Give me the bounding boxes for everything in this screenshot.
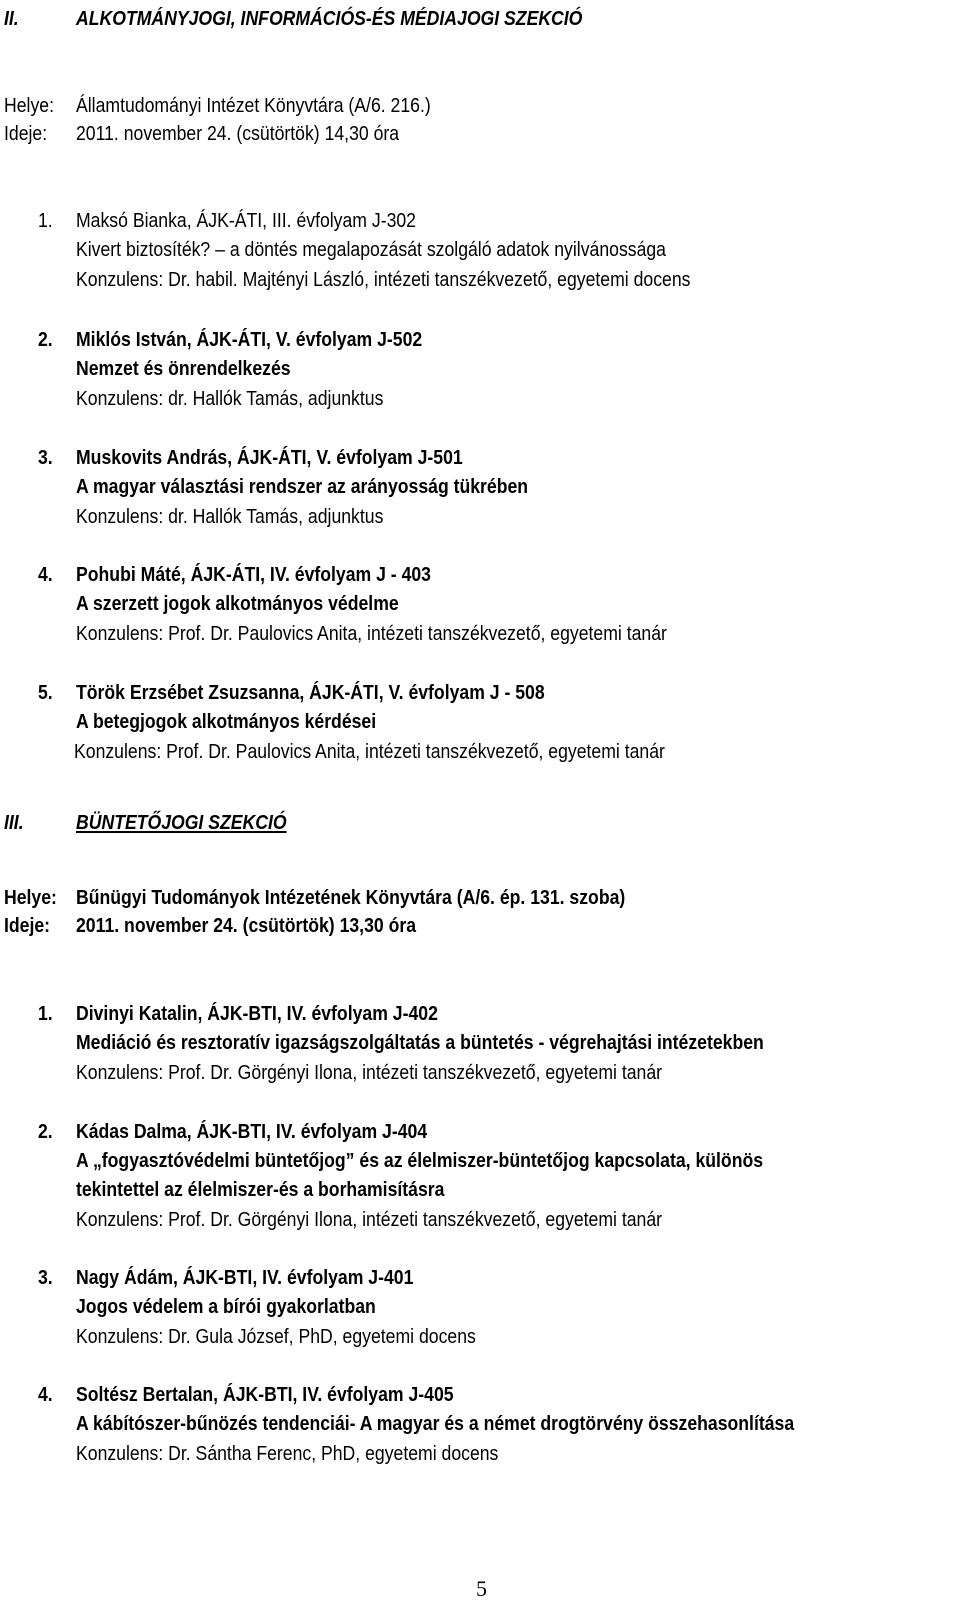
entry-advisor: Konzulens: Dr. Gula József, PhD, egyetemi docens [76,1325,476,1348]
entry-advisor: Konzulens: dr. Hallók Tamás, adjunktus [76,387,384,410]
entry-advisor: Konzulens: Prof. Dr. Paulovics Anita, intézeti tanszékvezető, egyetemi tanár [74,740,665,763]
entry-number: 2. [38,1120,53,1143]
entry-advisor: Konzulens: Prof. Dr. Görgényi Ilona, intézeti tanszékvezető, egyetemi tanár [76,1208,663,1231]
entry-student: Nagy Ádám, ÁJK-BTI, IV. évfolyam J-401 [76,1266,414,1289]
section-2-time: 2011. november 24. (csütörtök) 14,30 óra [76,122,400,145]
entry-title: Jogos védelem a bírói gyakorlatban [76,1295,376,1318]
section-2-place-label: Helye: [4,94,54,117]
section-3-place-label: Helye: [4,886,57,909]
entry-title: A kábítószer-bűnözés tendenciái- A magyar és a német drogtörvény összehasonlítása [76,1412,795,1435]
entry-title: Mediáció és resztoratív igazságszolgáltatás a büntetés - végrehajtási intézetekben [76,1031,764,1054]
entry-number: 4. [38,1383,53,1406]
entry-title-continued: tekintettel az élelmiszer-és a borhamisításra [76,1178,445,1201]
entry-student: Pohubi Máté, ÁJK-ÁTI, IV. évfolyam J - 403 [76,563,431,586]
entry-student: Török Erzsébet Zsuzsanna, ÁJK-ÁTI, V. évfolyam J - 508 [76,681,545,704]
entry-title: A szerzett jogok alkotmányos védelme [76,592,399,615]
section-3-place: Bűnügyi Tudományok Intézetének Könyvtára (A/6. ép. 131. szoba) [76,886,626,909]
section-2-title: ALKOTMÁNYJOGI, INFORMÁCIÓS-ÉS MÉDIAJOGI SZEKCIÓ [76,7,583,30]
entry-student: Miklós István, ÁJK-ÁTI, V. évfolyam J-502 [76,328,423,351]
entry-advisor: Konzulens: Prof. Dr. Paulovics Anita, intézeti tanszékvezető, egyetemi tanár [76,622,667,645]
entry-student: Muskovits András, ÁJK-ÁTI, V. évfolyam J-501 [76,446,463,469]
entry-advisor: Konzulens: Dr. Sántha Ferenc, PhD, egyetemi docens [76,1442,499,1465]
section-3-title: BÜNTETŐJOGI SZEKCIÓ [76,811,287,834]
entry-student: Maksó Bianka, ÁJK-ÁTI, III. évfolyam J-302 [76,209,416,232]
section-2-place: Államtudományi Intézet Könyvtára (A/6. 216.) [76,94,431,117]
section-2-number: II. [4,7,19,30]
entry-student: Soltész Bertalan, ÁJK-BTI, IV. évfolyam J-405 [76,1383,454,1406]
entry-advisor: Konzulens: Dr. habil. Majtényi László, intézeti tanszékvezető, egyetemi docens [76,268,691,291]
entry-student: Divinyi Katalin, ÁJK-BTI, IV. évfolyam J-402 [76,1002,438,1025]
entry-number: 3. [38,446,53,469]
entry-title: Nemzet és önrendelkezés [76,357,291,380]
entry-number: 1. [38,1002,53,1025]
entry-title: A betegjogok alkotmányos kérdései [76,710,377,733]
section-2-time-label: Ideje: [4,122,48,145]
entry-number: 3. [38,1266,53,1289]
entry-student: Kádas Dalma, ÁJK-BTI, IV. évfolyam J-404 [76,1120,428,1143]
section-3-time: 2011. november 24. (csütörtök) 13,30 óra [76,914,417,937]
entry-title: A magyar választási rendszer az arányosság tükrében [76,475,529,498]
entry-number: 5. [38,681,53,704]
entry-advisor: Konzulens: Prof. Dr. Görgényi Ilona, intézeti tanszékvezető, egyetemi tanár [76,1061,663,1084]
entry-title: Kivert biztosíték? – a döntés megalapozását szolgáló adatok nyilvánossága [76,238,666,261]
entry-number: 4. [38,563,53,586]
page-number: 5 [476,1576,487,1601]
entry-number: 2. [38,328,53,351]
section-3-number: III. [4,811,24,834]
entry-title: A „fogyasztóvédelmi büntetőjog” és az élelmiszer-büntetőjog kapcsolata, különös [76,1149,764,1172]
entry-number: 1. [38,209,53,232]
section-3-time-label: Ideje: [4,914,51,937]
entry-advisor: Konzulens: dr. Hallók Tamás, adjunktus [76,505,384,528]
